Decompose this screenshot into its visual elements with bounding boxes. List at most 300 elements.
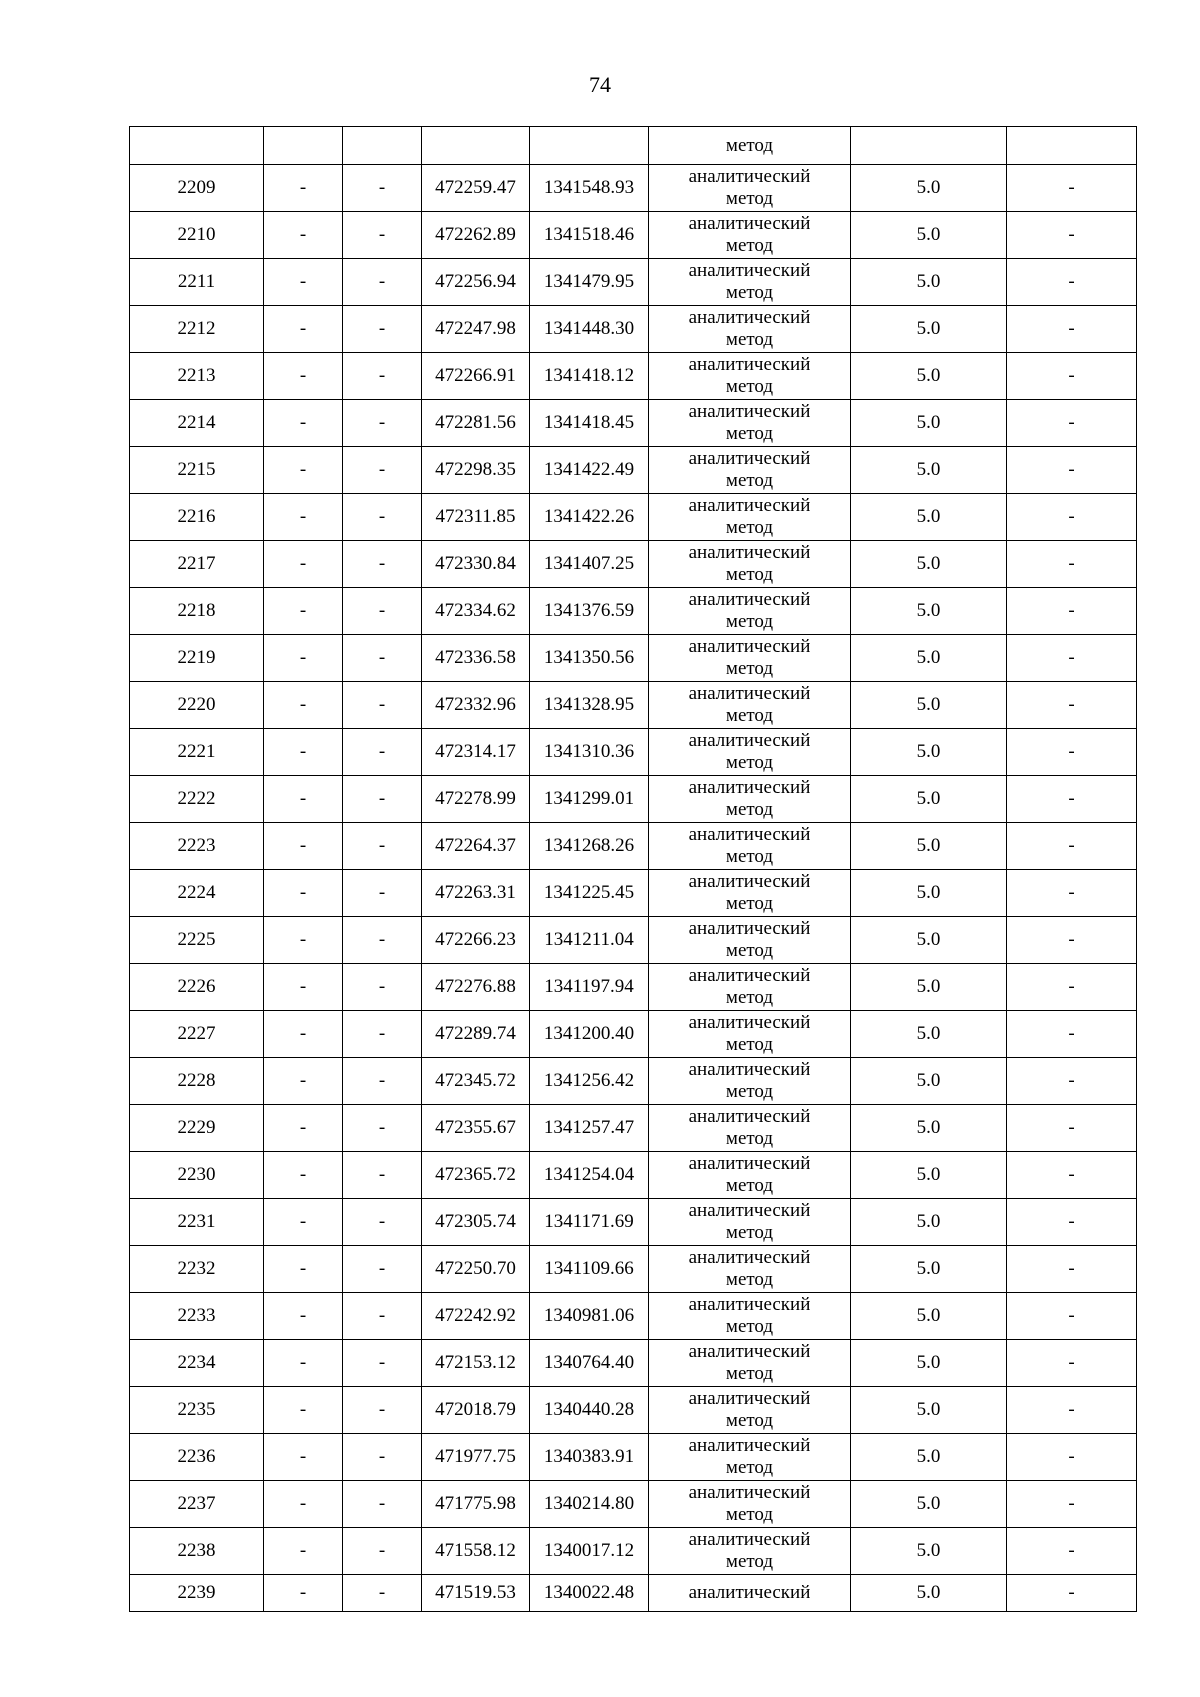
cell-x: 472336.58 xyxy=(422,635,530,682)
cell-y: 1341376.59 xyxy=(530,588,649,635)
cell-last: - xyxy=(1007,1011,1137,1058)
cell-point-number: 2235 xyxy=(130,1387,264,1434)
method-line-1: аналитический xyxy=(688,542,811,563)
table-row xyxy=(130,917,1137,964)
cell-col2: - xyxy=(264,1340,343,1387)
cell-col2: - xyxy=(264,400,343,447)
cell-method xyxy=(649,259,851,306)
method-line-2: метод xyxy=(725,329,774,350)
cell-x: 472314.17 xyxy=(422,729,530,776)
cell-point-number: 2222 xyxy=(130,776,264,823)
cell-method xyxy=(649,1246,851,1293)
cell-y: 1341418.12 xyxy=(530,353,649,400)
cell-last: - xyxy=(1007,588,1137,635)
method-line-1: аналитический xyxy=(688,1247,811,1268)
cell-point-number: 2223 xyxy=(130,823,264,870)
cell-point-number: 2217 xyxy=(130,541,264,588)
method-line-1: аналитический xyxy=(688,166,811,187)
cell-y: 1341197.94 xyxy=(530,964,649,1011)
cell-accuracy: 5.0 xyxy=(851,541,1007,588)
cell-accuracy: 5.0 xyxy=(851,870,1007,917)
cell-y: 1341422.49 xyxy=(530,447,649,494)
method-line-2: метод xyxy=(725,564,774,585)
cell-last: - xyxy=(1007,1340,1137,1387)
method-line-2: метод xyxy=(725,658,774,679)
page-number: 74 xyxy=(589,72,611,97)
cell-y: 1341448.30 xyxy=(530,306,649,353)
cell-col2: - xyxy=(264,1152,343,1199)
cell-col3: - xyxy=(343,447,422,494)
cell-y: 1340214.80 xyxy=(530,1481,649,1528)
method-line-2: метод xyxy=(725,517,774,538)
cell-col3: - xyxy=(343,1152,422,1199)
cell-col2: - xyxy=(264,165,343,212)
cell-col3: - xyxy=(343,682,422,729)
cell-y: 1340383.91 xyxy=(530,1434,649,1481)
cell-y: 1341268.26 xyxy=(530,823,649,870)
cell-y: 1341518.46 xyxy=(530,212,649,259)
cell-accuracy: 5.0 xyxy=(851,682,1007,729)
cell-point-number: 2218 xyxy=(130,588,264,635)
method-line-2: метод xyxy=(725,1034,774,1055)
table-row xyxy=(130,494,1137,541)
method-line-1: аналитический xyxy=(688,1582,811,1603)
cell-col2: - xyxy=(264,1011,343,1058)
cell-last: - xyxy=(1007,165,1137,212)
method-line-1: аналитический xyxy=(688,354,811,375)
cell-point-number xyxy=(130,127,264,165)
table-body xyxy=(130,127,1137,1612)
cell-last: - xyxy=(1007,823,1137,870)
cell-x: 472305.74 xyxy=(422,1199,530,1246)
method-line-1: аналитический xyxy=(688,495,811,516)
cell-x: 472266.23 xyxy=(422,917,530,964)
cell-point-number: 2210 xyxy=(130,212,264,259)
method-line-1: аналитический xyxy=(688,1294,811,1315)
cell-accuracy: 5.0 xyxy=(851,823,1007,870)
table-row xyxy=(130,1434,1137,1481)
cell-col2: - xyxy=(264,1481,343,1528)
cell-point-number: 2212 xyxy=(130,306,264,353)
cell-last: - xyxy=(1007,1199,1137,1246)
method-line-2: метод xyxy=(725,235,774,256)
method-line-1: аналитический xyxy=(688,589,811,610)
method-line-2: метод xyxy=(725,1081,774,1102)
cell-col3: - xyxy=(343,1575,422,1612)
cell-col3: - xyxy=(343,823,422,870)
cell-point-number: 2220 xyxy=(130,682,264,729)
method-line-1: аналитический xyxy=(688,1388,811,1409)
method-line-1: аналитический xyxy=(688,777,811,798)
cell-x: 472345.72 xyxy=(422,1058,530,1105)
method-line-2: метод xyxy=(725,611,774,632)
cell-last: - xyxy=(1007,729,1137,776)
cell-last: - xyxy=(1007,306,1137,353)
method-line-2: метод xyxy=(725,1504,774,1525)
cell-col3: - xyxy=(343,1105,422,1152)
cell-col2: - xyxy=(264,494,343,541)
method-line-2: метод xyxy=(725,376,774,397)
cell-last: - xyxy=(1007,1481,1137,1528)
cell-point-number: 2216 xyxy=(130,494,264,541)
cell-method xyxy=(649,1434,851,1481)
method-line-2: метод xyxy=(725,752,774,773)
cell-point-number: 2232 xyxy=(130,1246,264,1293)
cell-col2 xyxy=(264,127,343,165)
cell-last: - xyxy=(1007,1293,1137,1340)
cell-col3: - xyxy=(343,1199,422,1246)
cell-point-number: 2213 xyxy=(130,353,264,400)
cell-accuracy: 5.0 xyxy=(851,1481,1007,1528)
cell-x: 472355.67 xyxy=(422,1105,530,1152)
method-line-1: аналитический xyxy=(688,871,811,892)
cell-x xyxy=(422,127,530,165)
cell-col2: - xyxy=(264,588,343,635)
cell-x: 472264.37 xyxy=(422,823,530,870)
cell-col2: - xyxy=(264,635,343,682)
cell-accuracy: 5.0 xyxy=(851,1058,1007,1105)
cell-accuracy: 5.0 xyxy=(851,1246,1007,1293)
cell-method xyxy=(649,682,851,729)
method-line-2: метод xyxy=(725,893,774,914)
cell-method xyxy=(649,212,851,259)
cell-col3: - xyxy=(343,165,422,212)
cell-last: - xyxy=(1007,964,1137,1011)
cell-x: 472276.88 xyxy=(422,964,530,1011)
cell-col3: - xyxy=(343,541,422,588)
cell-method xyxy=(649,917,851,964)
cell-method xyxy=(649,1152,851,1199)
method-line-2: метод xyxy=(725,846,774,867)
cell-method xyxy=(649,776,851,823)
cell-y: 1341548.93 xyxy=(530,165,649,212)
cell-accuracy: 5.0 xyxy=(851,1528,1007,1575)
table-row xyxy=(130,1340,1137,1387)
table-row xyxy=(130,1058,1137,1105)
cell-col3: - xyxy=(343,588,422,635)
cell-col2: - xyxy=(264,1387,343,1434)
table-row xyxy=(130,353,1137,400)
cell-x: 472332.96 xyxy=(422,682,530,729)
cell-accuracy: 5.0 xyxy=(851,776,1007,823)
cell-col2: - xyxy=(264,306,343,353)
cell-col3: - xyxy=(343,212,422,259)
cell-y: 1341422.26 xyxy=(530,494,649,541)
method-line-1: аналитический xyxy=(688,1106,811,1127)
cell-last: - xyxy=(1007,400,1137,447)
cell-col2: - xyxy=(264,353,343,400)
table-row xyxy=(130,1246,1137,1293)
cell-y: 1341254.04 xyxy=(530,1152,649,1199)
cell-col2: - xyxy=(264,212,343,259)
method-line-1: аналитический xyxy=(688,636,811,657)
cell-accuracy: 5.0 xyxy=(851,964,1007,1011)
cell-col2: - xyxy=(264,1434,343,1481)
method-line-1: аналитический xyxy=(688,1341,811,1362)
cell-method xyxy=(649,1011,851,1058)
cell-last: - xyxy=(1007,541,1137,588)
cell-accuracy xyxy=(851,127,1007,165)
method-line-2: метод xyxy=(725,423,774,444)
cell-y: 1341479.95 xyxy=(530,259,649,306)
cell-last: - xyxy=(1007,1434,1137,1481)
cell-col3: - xyxy=(343,353,422,400)
cell-x: 472262.89 xyxy=(422,212,530,259)
cell-last: - xyxy=(1007,917,1137,964)
cell-point-number: 2225 xyxy=(130,917,264,964)
cell-last: - xyxy=(1007,635,1137,682)
cell-col3: - xyxy=(343,1293,422,1340)
method-line-1: аналитический xyxy=(688,683,811,704)
cell-last: - xyxy=(1007,682,1137,729)
cell-method xyxy=(649,729,851,776)
table-row-continuation xyxy=(130,127,1137,165)
method-line-2: метод xyxy=(725,282,774,303)
cell-accuracy: 5.0 xyxy=(851,259,1007,306)
cell-method xyxy=(649,165,851,212)
cell-method xyxy=(649,1340,851,1387)
cell-x: 472247.98 xyxy=(422,306,530,353)
cell-point-number: 2227 xyxy=(130,1011,264,1058)
cell-accuracy: 5.0 xyxy=(851,1434,1007,1481)
cell-x: 472311.85 xyxy=(422,494,530,541)
cell-method xyxy=(649,1293,851,1340)
cell-col2: - xyxy=(264,447,343,494)
cell-accuracy: 5.0 xyxy=(851,212,1007,259)
method-line-2: метод xyxy=(725,470,774,491)
method-line-2: метод xyxy=(725,987,774,1008)
cell-last: - xyxy=(1007,259,1137,306)
cell-accuracy: 5.0 xyxy=(851,1387,1007,1434)
cell-method xyxy=(649,870,851,917)
cell-accuracy: 5.0 xyxy=(851,635,1007,682)
cell-col2: - xyxy=(264,1575,343,1612)
table-row xyxy=(130,1105,1137,1152)
cell-accuracy: 5.0 xyxy=(851,1199,1007,1246)
method-line-2: метод xyxy=(725,799,774,820)
cell-accuracy: 5.0 xyxy=(851,400,1007,447)
cell-method xyxy=(649,541,851,588)
cell-point-number: 2231 xyxy=(130,1199,264,1246)
cell-y: 1341200.40 xyxy=(530,1011,649,1058)
cell-col3 xyxy=(343,127,422,165)
cell-y xyxy=(530,127,649,165)
cell-last: - xyxy=(1007,776,1137,823)
cell-col3: - xyxy=(343,259,422,306)
cell-col3: - xyxy=(343,1528,422,1575)
cell-accuracy: 5.0 xyxy=(851,917,1007,964)
cell-last: - xyxy=(1007,1152,1137,1199)
cell-accuracy: 5.0 xyxy=(851,1575,1007,1612)
cell-method xyxy=(649,1575,851,1612)
cell-y: 1341407.25 xyxy=(530,541,649,588)
cell-col3: - xyxy=(343,729,422,776)
cell-last: - xyxy=(1007,494,1137,541)
table-row xyxy=(130,306,1137,353)
method-line-1: аналитический xyxy=(688,260,811,281)
cell-method xyxy=(649,1528,851,1575)
cell-y: 1341171.69 xyxy=(530,1199,649,1246)
cell-col2: - xyxy=(264,776,343,823)
cell-x: 471519.53 xyxy=(422,1575,530,1612)
method-line-2: метод xyxy=(725,1222,774,1243)
cell-x: 472281.56 xyxy=(422,400,530,447)
table-row xyxy=(130,635,1137,682)
cell-x: 472266.91 xyxy=(422,353,530,400)
cell-point-number: 2211 xyxy=(130,259,264,306)
table-row xyxy=(130,541,1137,588)
cell-col3: - xyxy=(343,964,422,1011)
method-line-1: аналитический xyxy=(688,965,811,986)
cell-accuracy: 5.0 xyxy=(851,1340,1007,1387)
table-row xyxy=(130,1152,1137,1199)
cell-y: 1341256.42 xyxy=(530,1058,649,1105)
table-row xyxy=(130,1528,1137,1575)
cell-col3: - xyxy=(343,1481,422,1528)
cell-y: 1340764.40 xyxy=(530,1340,649,1387)
cell-x: 472365.72 xyxy=(422,1152,530,1199)
cell-col3: - xyxy=(343,1387,422,1434)
cell-point-number: 2214 xyxy=(130,400,264,447)
cell-point-number: 2224 xyxy=(130,870,264,917)
cell-x: 472242.92 xyxy=(422,1293,530,1340)
cell-method xyxy=(649,823,851,870)
method-line-1: аналитический xyxy=(688,824,811,845)
cell-last: - xyxy=(1007,1528,1137,1575)
cell-col2: - xyxy=(264,1293,343,1340)
cell-x: 472278.99 xyxy=(422,776,530,823)
method-line-1: аналитический xyxy=(688,1200,811,1221)
table-row xyxy=(130,1481,1137,1528)
cell-x: 472259.47 xyxy=(422,165,530,212)
cell-y: 1340017.12 xyxy=(530,1528,649,1575)
cell-col3: - xyxy=(343,917,422,964)
cell-point-number: 2219 xyxy=(130,635,264,682)
cell-col2: - xyxy=(264,259,343,306)
cell-col3: - xyxy=(343,1434,422,1481)
method-line-1: аналитический xyxy=(688,1482,811,1503)
cell-col3: - xyxy=(343,494,422,541)
cell-accuracy: 5.0 xyxy=(851,1293,1007,1340)
method-line-2: метод xyxy=(725,1269,774,1290)
cell-last: - xyxy=(1007,1105,1137,1152)
method-line-1: аналитический xyxy=(688,918,811,939)
method-line-1: аналитический xyxy=(688,1153,811,1174)
cell-method xyxy=(649,353,851,400)
cell-x: 471558.12 xyxy=(422,1528,530,1575)
cell-last: - xyxy=(1007,353,1137,400)
cell-y: 1341310.36 xyxy=(530,729,649,776)
cell-last: - xyxy=(1007,1246,1137,1293)
cell-method xyxy=(649,127,851,165)
cell-col3: - xyxy=(343,635,422,682)
cell-x: 472289.74 xyxy=(422,1011,530,1058)
cell-x: 472330.84 xyxy=(422,541,530,588)
cell-col3: - xyxy=(343,776,422,823)
table-row xyxy=(130,259,1137,306)
cell-accuracy: 5.0 xyxy=(851,447,1007,494)
cell-y: 1341328.95 xyxy=(530,682,649,729)
cell-accuracy: 5.0 xyxy=(851,494,1007,541)
cell-y: 1341299.01 xyxy=(530,776,649,823)
cell-col3: - xyxy=(343,870,422,917)
method-line-1: аналитический xyxy=(688,730,811,751)
method-line-2: метод xyxy=(725,705,774,726)
cell-method xyxy=(649,1199,851,1246)
table-row xyxy=(130,447,1137,494)
cell-y: 1341257.47 xyxy=(530,1105,649,1152)
method-line-1: аналитический xyxy=(688,401,811,422)
cell-col3: - xyxy=(343,1340,422,1387)
cell-y: 1341418.45 xyxy=(530,400,649,447)
cell-col2: - xyxy=(264,1528,343,1575)
cell-col3: - xyxy=(343,400,422,447)
method-line-1: аналитический xyxy=(688,1529,811,1550)
method-tail: метод xyxy=(725,134,774,156)
cell-method xyxy=(649,1387,851,1434)
cell-point-number: 2230 xyxy=(130,1152,264,1199)
cell-point-number: 2226 xyxy=(130,964,264,1011)
table-row xyxy=(130,588,1137,635)
cell-y: 1341350.56 xyxy=(530,635,649,682)
cell-col2: - xyxy=(264,1246,343,1293)
cell-x: 472018.79 xyxy=(422,1387,530,1434)
cell-x: 471977.75 xyxy=(422,1434,530,1481)
cell-y: 1340440.28 xyxy=(530,1387,649,1434)
cell-col2: - xyxy=(264,917,343,964)
cell-point-number: 2221 xyxy=(130,729,264,776)
table-row xyxy=(130,1293,1137,1340)
cell-accuracy: 5.0 xyxy=(851,588,1007,635)
cell-point-number: 2237 xyxy=(130,1481,264,1528)
table-row xyxy=(130,1575,1137,1612)
cell-y: 1341225.45 xyxy=(530,870,649,917)
method-line-1: аналитический xyxy=(688,1435,811,1456)
method-line-2: метод xyxy=(725,940,774,961)
cell-accuracy: 5.0 xyxy=(851,1105,1007,1152)
cell-x: 472263.31 xyxy=(422,870,530,917)
cell-point-number: 2229 xyxy=(130,1105,264,1152)
cell-y: 1340022.48 xyxy=(530,1575,649,1612)
cell-point-number: 2234 xyxy=(130,1340,264,1387)
cell-method xyxy=(649,964,851,1011)
table-row xyxy=(130,870,1137,917)
method-line-2: метод xyxy=(725,1175,774,1196)
cell-point-number: 2215 xyxy=(130,447,264,494)
cell-method xyxy=(649,306,851,353)
cell-col2: - xyxy=(264,964,343,1011)
cell-col3: - xyxy=(343,1011,422,1058)
cell-col3: - xyxy=(343,306,422,353)
cell-method xyxy=(649,447,851,494)
method-line-2: метод xyxy=(725,1410,774,1431)
cell-last: - xyxy=(1007,1058,1137,1105)
method-line-2: метод xyxy=(725,1363,774,1384)
cell-accuracy: 5.0 xyxy=(851,353,1007,400)
cell-col3: - xyxy=(343,1246,422,1293)
table-row xyxy=(130,682,1137,729)
cell-accuracy: 5.0 xyxy=(851,165,1007,212)
cell-method xyxy=(649,1105,851,1152)
table-row xyxy=(130,964,1137,1011)
table-row xyxy=(130,729,1137,776)
method-line-1: аналитический xyxy=(688,448,811,469)
table-row xyxy=(130,823,1137,870)
cell-col2: - xyxy=(264,870,343,917)
cell-method xyxy=(649,1058,851,1105)
cell-y: 1341109.66 xyxy=(530,1246,649,1293)
coordinates-table xyxy=(129,126,1137,1612)
